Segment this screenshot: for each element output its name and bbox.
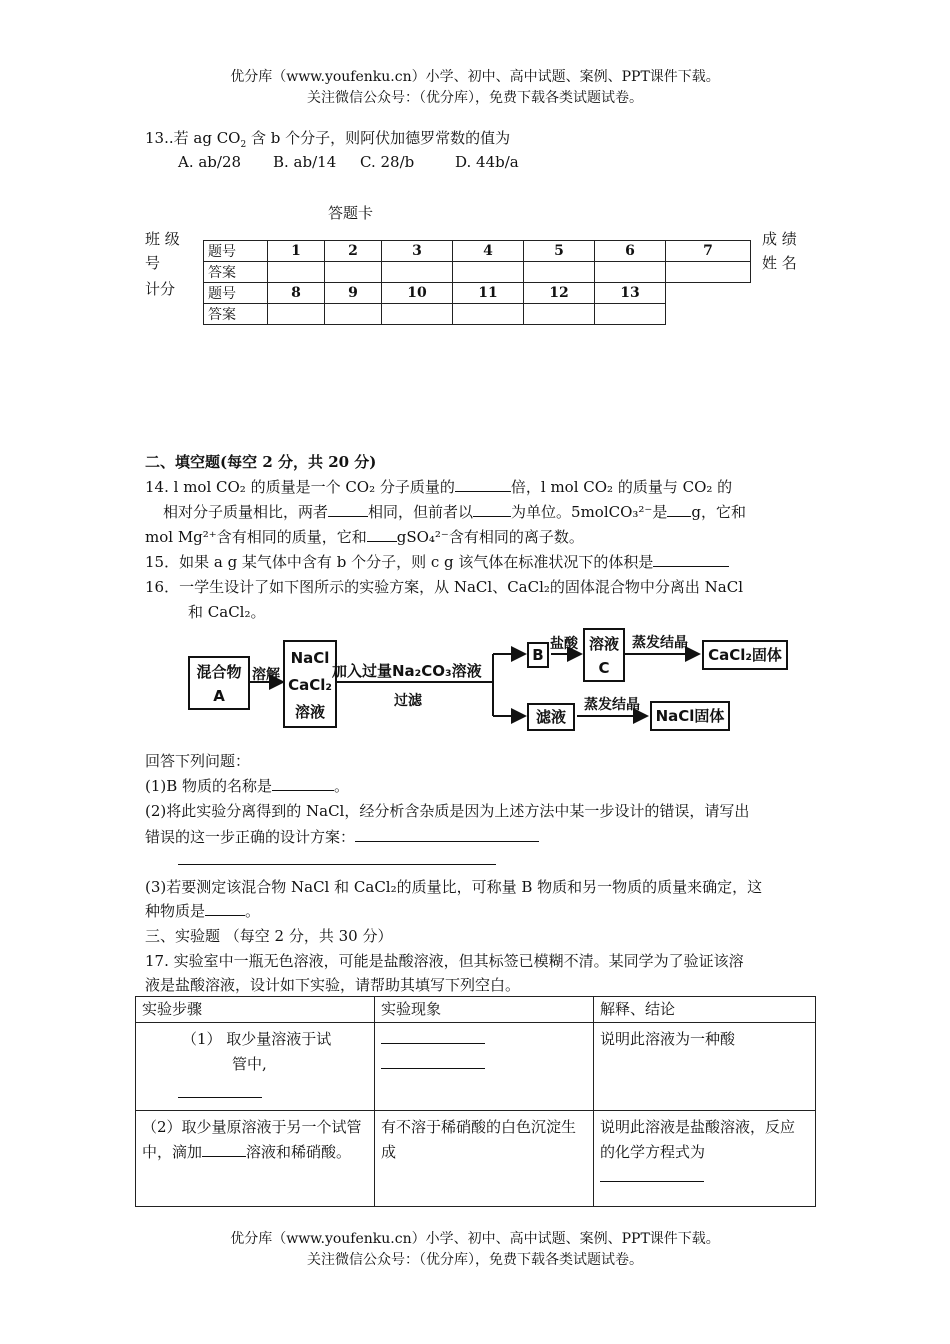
table-header: 实验现象 [375,997,594,1023]
step-cell: （2）取少量原溶液于另一个试管中，滴加 溶液和稀硝酸。 [136,1111,375,1207]
q14-line2: 相对分子质量相比，两者 相同，但前者以 为单位。5molCO₃²⁻是 g，它和 [163,503,746,521]
answer-3-line2: 种物质是 。 [145,902,261,920]
filtrate-box: 滤液 [527,703,575,731]
blank[interactable] [473,502,511,517]
answer-2-line2: 错误的这一步正确的设计方案： [145,826,539,847]
cell-num: 6 [595,241,666,262]
cell-num: 13 [595,283,666,304]
cell-label: 答案 [204,304,268,325]
q13-stem: 13..若 ag $CO_2$ 含 b 个分子，则阿伏加德罗常数的值为 [145,129,511,150]
cell-num: 8 [268,283,325,304]
evap2-label: 蒸发结晶 [584,697,640,713]
blank[interactable] [381,1054,485,1069]
page-header-line1: 优分库（www.youfenku.cn）小学、初中、高中试题、案例、PPT课件下载。 [230,69,720,85]
cell-label: 题号 [204,283,268,304]
blank[interactable] [600,1167,704,1182]
card-right-grade: 成 绩 [762,230,797,248]
answer-cell[interactable] [453,262,524,283]
section2-title: 二、填空题(每空 2 分，共 20 分) [145,453,377,471]
cell-num: 3 [382,241,453,262]
table-header: 实验步骤 [136,997,375,1023]
blank[interactable] [272,776,334,791]
cell-label: 题号 [204,241,268,262]
answer-2-line1: (2)将此实验分离得到的 NaCl，经分析含杂质是因为上述方法中某一步设计的错误，请写出 [145,802,750,820]
answer-cell[interactable] [382,304,453,325]
table-row [204,304,751,325]
card-right-name: 姓 名 [762,254,797,272]
card-left-number: 号 [145,254,161,272]
conclusion-cell: 说明此溶液是盐酸溶液，反应的化学方程式为 [594,1111,816,1207]
table-row [136,997,816,1023]
blank[interactable] [178,1083,262,1098]
answer-card-table [203,240,751,325]
card-left-class: 班 级 [145,230,180,248]
cell-num: 9 [325,283,382,304]
table-row [204,283,751,304]
nacl-solid-box: NaCl固体 [650,701,730,731]
blank[interactable] [355,827,539,842]
q16-line1: 16．一学生设计了如下图所示的实验方案，从 NaCl、CaCl₂的固体混合物中分离出 NaCl [145,578,744,596]
section3-title: 三、实验题 （每空 2 分，共 30 分） [145,927,393,945]
q16-line2: 和 CaCl₂。 [188,603,266,621]
answer-cell[interactable] [268,262,325,283]
hcl-label: 盐酸 [550,636,578,652]
answer-3-line1: (3)若要测定该混合物 NaCl 和 CaCl₂的质量比，可称量 B 物质和另一物质的质量来确定，这 [145,878,763,896]
cell-num: 1 [268,241,325,262]
conclusion-cell: 说明此溶液为一种酸 [594,1023,816,1111]
blank[interactable] [328,502,368,517]
q14-line3: mol Mg²⁺含有相同的质量，它和 gSO₄²⁻含有相同的离子数。 [145,528,584,546]
answer-card-title: 答题卡 [328,204,374,222]
cell-num: 11 [453,283,524,304]
page-header-line2: 关注微信公众号：（优分库），免费下载各类试题试卷。 [307,90,643,106]
table-row [136,1023,816,1111]
q13-option-b: B. ab/14 [273,153,337,171]
cell-num: 7 [666,241,751,262]
answer-cell[interactable] [325,304,382,325]
answer-cell[interactable] [524,262,595,283]
answer-cell[interactable] [595,304,666,325]
q13-option-c: C. 28/b [360,153,415,171]
experiment-table [135,996,816,1207]
phenomenon-cell: 有不溶于稀硝酸的白色沉淀生成 [375,1111,594,1207]
answer-cell[interactable] [382,262,453,283]
blank[interactable] [367,527,397,542]
table-row [204,262,751,283]
table-row [204,241,751,262]
answer-cell[interactable] [453,304,524,325]
page-footer-line1: 优分库（www.youfenku.cn）小学、初中、高中试题、案例、PPT课件下载。 [230,1231,720,1247]
b-box: B [527,642,549,668]
table-header: 解释、结论 [594,997,816,1023]
answer-cell[interactable] [666,262,751,283]
answer-cell[interactable] [595,262,666,283]
answer-1: (1)B 物质的名称是 。 [145,777,350,795]
cell-num: 2 [325,241,382,262]
card-left-score: 计分 [145,280,176,298]
blank[interactable] [202,1142,246,1157]
answer-2-blank-line[interactable] [178,864,496,865]
blank[interactable] [381,1029,485,1044]
evap1-label: 蒸发结晶 [632,635,688,651]
q14-line1: 14. l mol CO₂ 的质量是一个 CO₂ 分子质量的 倍，l mol CO₂ 的质量与 CO₂ 的 [145,478,733,496]
step-cell: （1） 取少量溶液于试 管中, [136,1023,375,1111]
q13-option-a: A. ab/28 [178,153,242,171]
table-row [136,1111,816,1207]
q15: 15．如果 a g 某气体中含有 b 个分子，则 c g 该气体在标准状况下的体积是 [145,551,729,572]
blank[interactable] [667,502,691,517]
q13-option-d: D. 44b/a [455,153,519,171]
dissolve-label: 溶解 [252,667,280,683]
cacl2-solid-box: CaCl₂固体 [702,640,788,670]
mixture-a-box: 混合物 A [188,656,250,710]
answer-cell[interactable] [325,262,382,283]
add-na2co3-label: 加入过量Na₂CO₃溶液 [332,662,482,680]
q17-line2: 液是盐酸溶液，设计如下实验，请帮助其填写下列空白。 [145,976,521,994]
answers-intro: 回答下列问题： [145,752,251,770]
solution-box: NaCl CaCl₂ 溶液 [283,640,337,728]
cell-num: 5 [524,241,595,262]
answer-cell[interactable] [524,304,595,325]
cell-num: 4 [453,241,524,262]
q17-line1: 17. 实验室中一瓶无色溶液，可能是盐酸溶液，但其标签已模糊不清。某同学为了验证该溶 [145,952,744,970]
blank[interactable] [653,552,729,567]
filter-label: 过滤 [394,693,422,709]
phenomenon-cell [375,1023,594,1111]
blank[interactable] [455,477,511,492]
blank[interactable] [205,901,245,916]
page-footer-line2: 关注微信公众号：（优分库），免费下载各类试题试卷。 [307,1252,643,1268]
answer-cell[interactable] [268,304,325,325]
solution-c-box: 溶液 C [583,628,625,682]
cell-num: 10 [382,283,453,304]
cell-num: 12 [524,283,595,304]
cell-label: 答案 [204,262,268,283]
